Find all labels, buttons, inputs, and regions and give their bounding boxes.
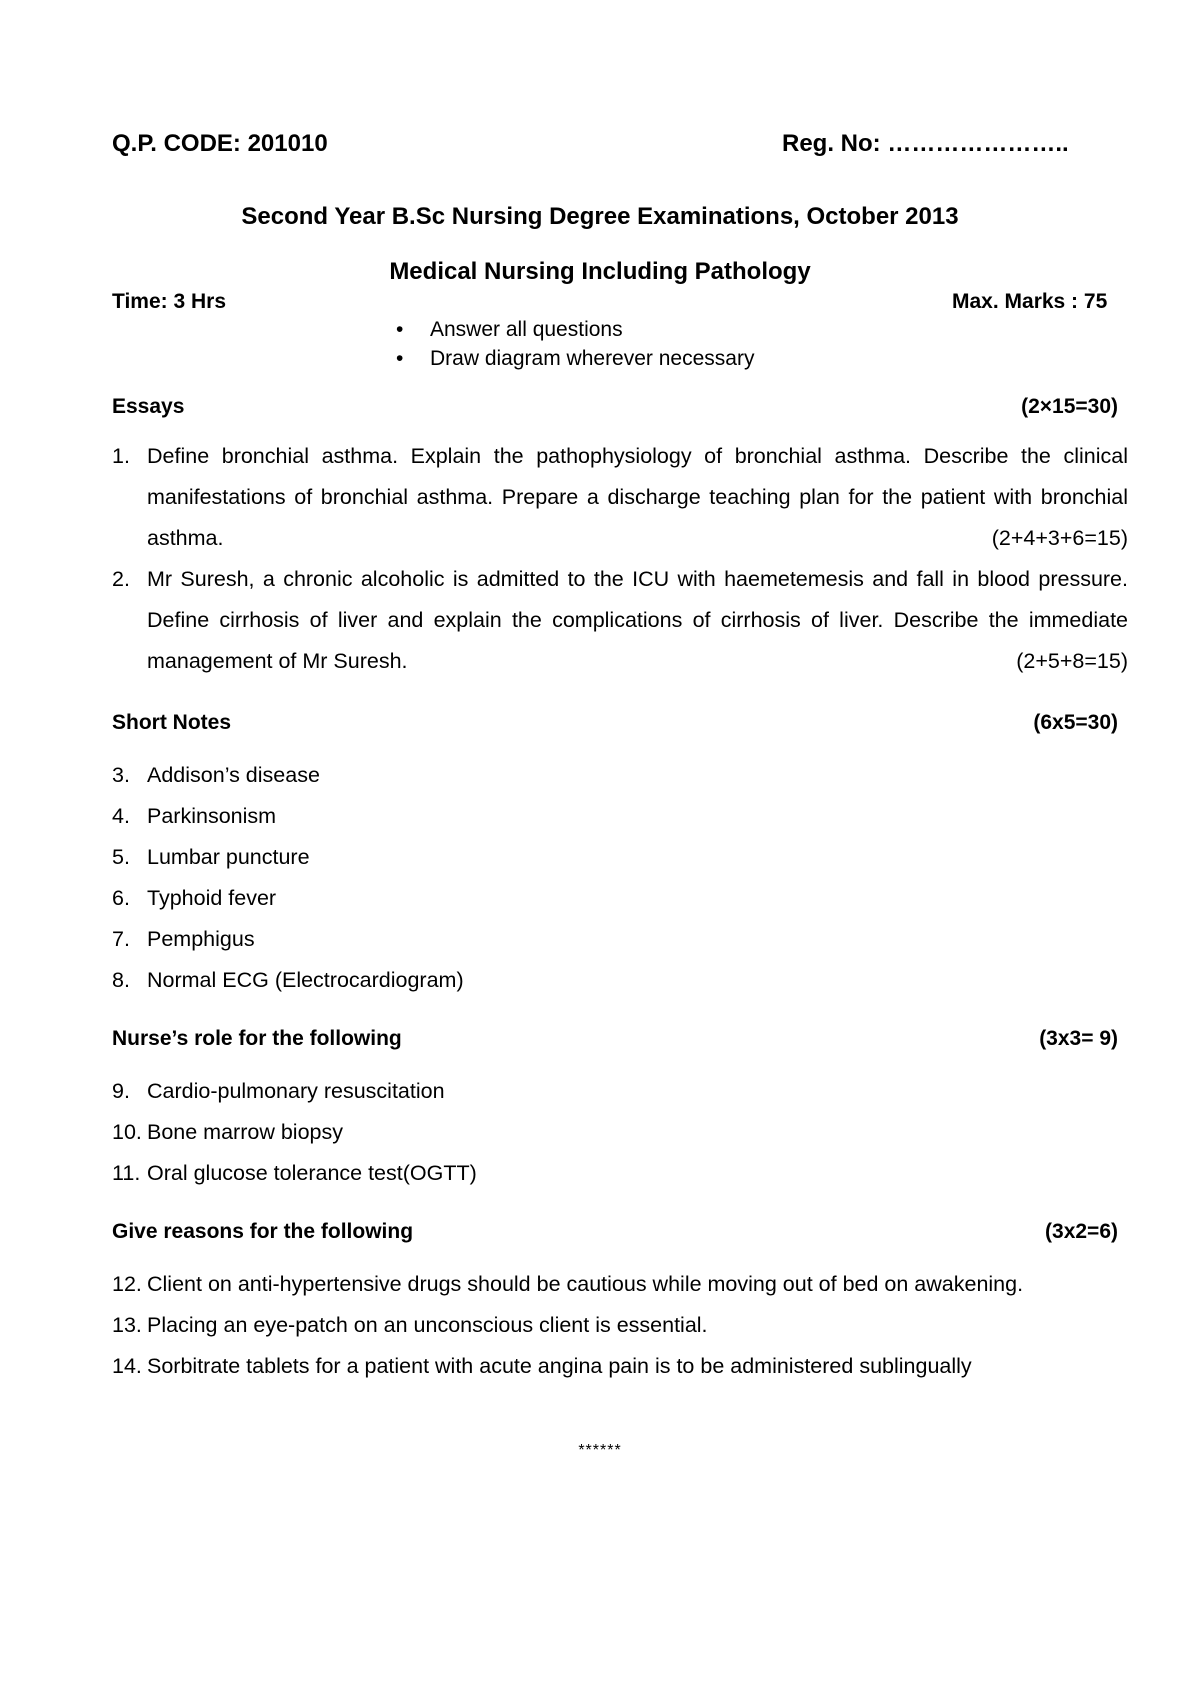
list-item: 6. Typhoid fever xyxy=(112,886,277,910)
section-title: Give reasons for the following xyxy=(112,1220,414,1243)
question-text: Define bronchial asthma. Explain the pathophysiology of bronchial asthma. Describe the clinical manifestations of bronchial asthma. Prepare a discharge teaching plan for the patient with bronchial asthma. (2+4+3+6=15) xyxy=(147,436,1128,559)
exam-title: Second Year B.Sc Nursing Degree Examinations, October 2013 xyxy=(241,203,959,230)
bullet-icon: • xyxy=(396,347,404,370)
bullet-icon: • xyxy=(396,318,404,341)
subject-title: Medical Nursing Including Pathology xyxy=(389,258,811,285)
section-give-reasons-heading xyxy=(112,1220,1118,1244)
list-item: 10. Bone marrow biopsy xyxy=(112,1120,343,1144)
essay-question xyxy=(112,559,1128,682)
instruction-text: Draw diagram wherever necessary xyxy=(430,347,755,370)
list-item: 3. Addison’s disease xyxy=(112,763,320,787)
section-marks: (3x3= 9) xyxy=(1039,1027,1118,1050)
section-marks: (3x2=6) xyxy=(1045,1220,1118,1243)
essay-question xyxy=(112,436,1128,559)
list-item: 11. Oral glucose tolerance test(OGTT) xyxy=(112,1161,477,1185)
list-item: 8. Normal ECG (Electrocardiogram) xyxy=(112,968,464,992)
list-item: 5. Lumbar puncture xyxy=(112,845,310,869)
end-mark: ****** xyxy=(578,1442,622,1459)
list-item: 14. Sorbitrate tablets for a patient with acute angina pain is to be administered sublingually xyxy=(112,1354,972,1378)
section-short-notes-heading xyxy=(112,711,1118,735)
section-nurses-role-heading xyxy=(112,1027,1118,1051)
instruction-text: Answer all questions xyxy=(430,318,623,341)
list-item: 7. Pemphigus xyxy=(112,927,255,951)
list-item: 12. Client on anti-hypertensive drugs should be cautious while moving out of bed on awakening. xyxy=(112,1272,1024,1296)
list-item: 13. Placing an eye-patch on an unconscious client is essential. xyxy=(112,1313,708,1337)
question-marks: (2+4+3+6=15) xyxy=(991,526,1128,550)
question-number: 2. xyxy=(112,567,130,591)
section-marks: (2×15=30) xyxy=(1021,395,1118,418)
max-marks-label: Max. Marks : 75 xyxy=(952,290,1108,313)
instruction-item xyxy=(396,318,623,342)
question-number: 1. xyxy=(112,444,130,468)
question-marks: (2+5+8=15) xyxy=(1016,649,1128,673)
time-label: Time: 3 Hrs xyxy=(112,290,226,313)
section-title: Nurse’s role for the following xyxy=(112,1027,402,1050)
section-marks: (6x5=30) xyxy=(1033,711,1118,734)
section-title: Short Notes xyxy=(112,711,232,734)
section-essays-heading xyxy=(112,395,1118,419)
qp-code: Q.P. CODE: 201010 xyxy=(112,130,328,157)
list-item: 4. Parkinsonism xyxy=(112,804,277,828)
reg-no: Reg. No: ………………….. xyxy=(782,130,1069,157)
list-item: 9. Cardio-pulmonary resuscitation xyxy=(112,1079,445,1103)
section-title: Essays xyxy=(112,395,185,418)
instruction-item xyxy=(396,347,755,371)
question-text: Mr Suresh, a chronic alcoholic is admitted to the ICU with haemetemesis and fall in blood pressure. Define cirrhosis of liver and explain the complications of cirrhosis of liver. Describe the immediate management of Mr Suresh. (2+5+8=15) xyxy=(147,559,1128,682)
